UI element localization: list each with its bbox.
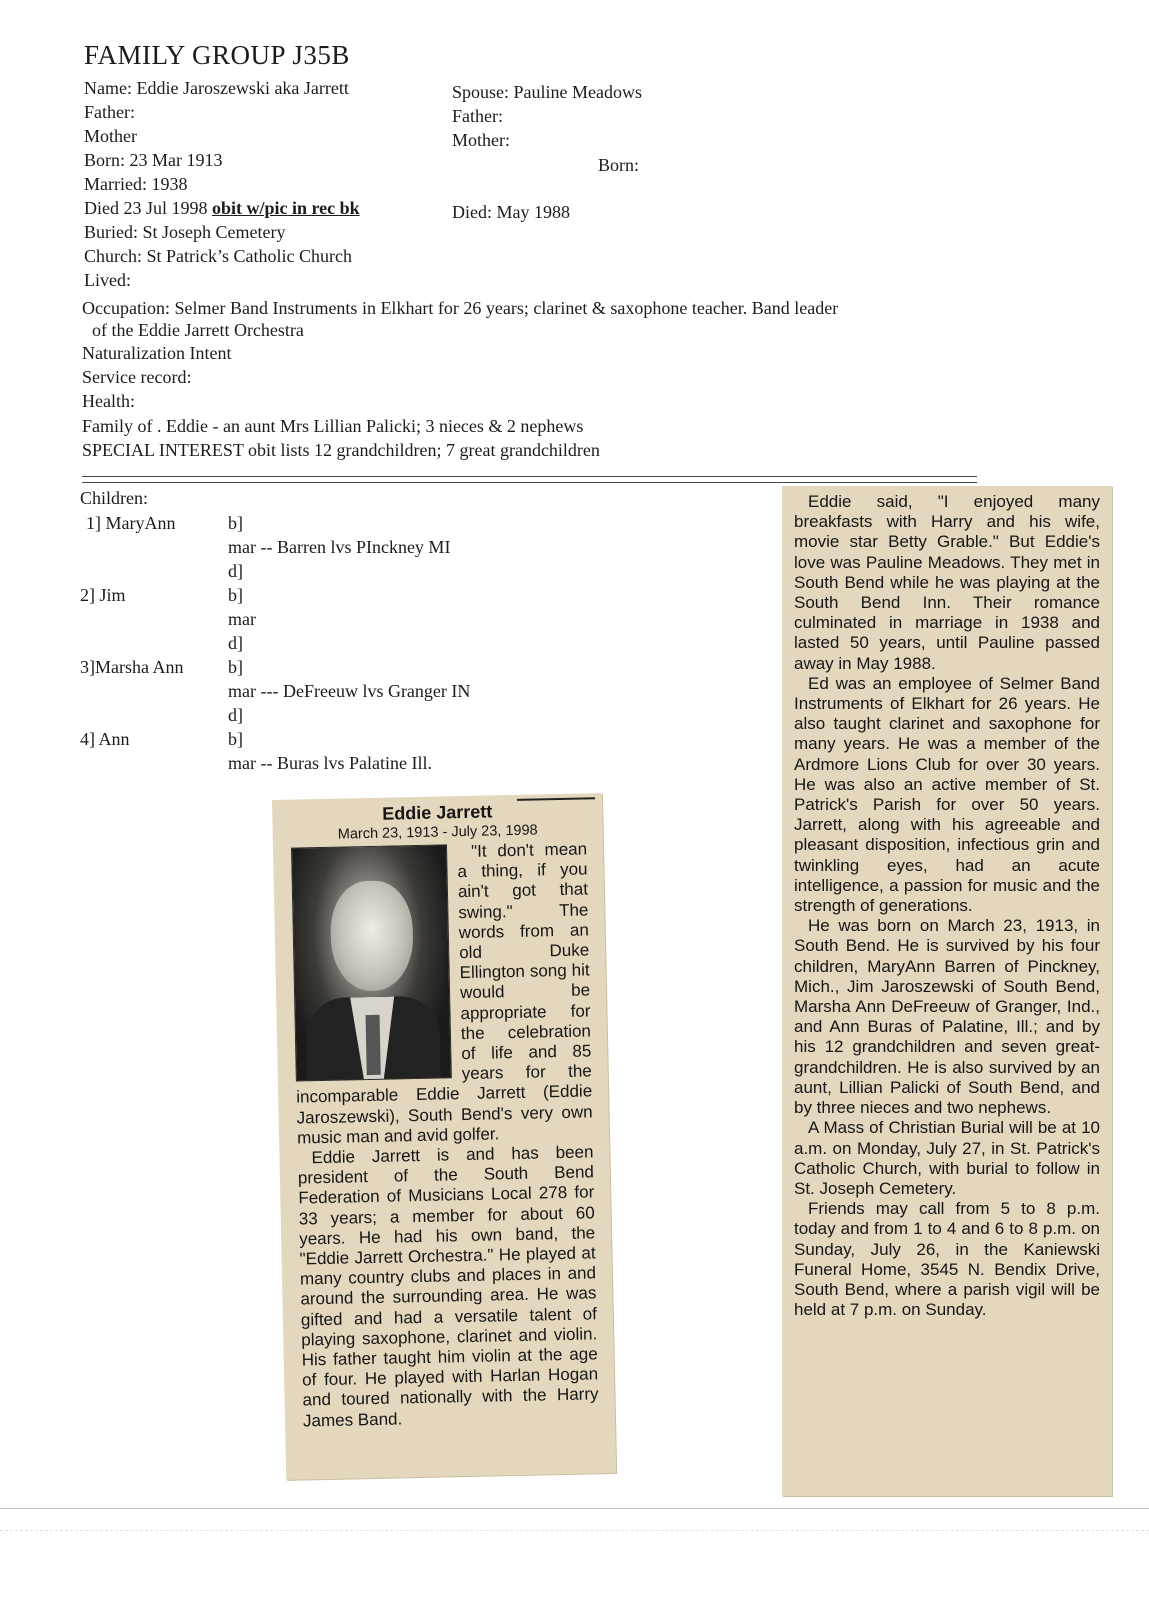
mother-field: Mother (84, 126, 137, 146)
child-name: 1] MaryAnn (86, 513, 176, 533)
child-married: mar -- Buras lvs Palatine Ill. (228, 753, 432, 773)
died-text: Died 23 Jul 1998 (84, 198, 212, 218)
obituary-paragraph: "It don't mean a thing, if you ain't got that swing." The words from an old Duke Ellington song hit would be appropriate for the celebration of life and 85 years for the incomparable Eddie Jarrett (Eddie Jaroszewski), South Bend's very own music man and avid golfer. (296, 839, 593, 1148)
child-name: 3]Marsha Ann (80, 657, 184, 677)
church-field: Church: St Patrick’s Catholic Church (84, 246, 352, 266)
child-died: d] (228, 561, 243, 581)
born-field: Born: 23 Mar 1913 (84, 150, 223, 170)
buried-field: Buried: St Joseph Cemetery (84, 222, 286, 242)
obituary-clipping-right (782, 486, 1112, 1496)
naturalization-field: Naturalization Intent (82, 343, 232, 363)
spouse-father-field: Father: (452, 106, 503, 126)
child-name: 2] Jim (80, 585, 126, 605)
spouse-field: Spouse: Pauline Meadows (452, 82, 642, 102)
child-married: mar -- Barren lvs PInckney MI (228, 537, 451, 557)
child-married: mar --- DeFreeuw lvs Granger IN (228, 681, 471, 701)
obituary-name: Eddie Jarrett (382, 801, 493, 824)
name-field: Name: Eddie Jaroszewski aka Jarrett (84, 78, 349, 98)
child-died: d] (228, 633, 243, 653)
family-of-field: Family of . Eddie - an aunt Mrs Lillian Palicki; 3 nieces & 2 nephews (82, 416, 584, 436)
child-married: mar (228, 609, 256, 629)
father-field: Father: (84, 102, 135, 122)
service-record-field: Service record: (82, 367, 192, 387)
obituary-paragraph: Friends may call from 5 to 8 p.m. today and from 1 to 4 and 6 to 8 p.m. on Sunday, July 26, in the Kaniewski Funeral Home, 3545 N. Bendix Drive, South Bend, where a parish vigil will be held at 7 p.m. on Sunday. (794, 1199, 1100, 1320)
spouse-died-field: Died: May 1988 (452, 202, 570, 222)
obituary-paragraph: Eddie Jarrett is and has been president of the South Bend Federation of Musicians Local 278 for 33 years; a member for about 60 years. He had his own band, the "Eddie Jarrett Orchestra." He played at many country clubs and places in and around the surrounding area. He was gifted and had a versatile talent of playing saxophone, clarinet and violin. His father taught him violin at the age of four. He played with Harlan Hogan and toured nationally with the Harry James Band. (297, 1142, 599, 1431)
divider (82, 476, 977, 483)
obituary-paragraph: He was born on March 23, 1913, in South Bend. He is survived by his four children, MaryAnn Barren of Pinckney, Mich., Jim Jaroszewski of South Bend, Marsha Ann DeFreeuw of Granger, Ind., and Ann Buras of Palatine, Ill.; and by his 12 grandchildren and seven great-grandchildren. He is also survived by an aunt, Lillian Palicki of South Bend, and by three nieces and two nephews. (794, 916, 1100, 1118)
portrait-photo (291, 844, 452, 1081)
special-interest-field: SPECIAL INTEREST obit lists 12 grandchildren; 7 great grandchildren (82, 440, 600, 460)
obituary-clipping-left (272, 793, 616, 1480)
obituary-dates: March 23, 1913 - July 23, 1998 (337, 822, 538, 843)
obituary-paragraph: Eddie said, "I enjoyed many breakfasts with Harry and his wife, movie star Betty Grable." But Eddie's love was Pauline Meadows. They met in South Bend while he was playing at the South Bend Inn. Their romance culminated in marriage in 1938 and lasted 50 years, until Pauline passed away in May 1988. (794, 492, 1100, 673)
page-bottom-edge-shadow (0, 1530, 1149, 1531)
obituary-continued-text (794, 492, 1100, 1320)
obit-link: obit w/pic in rec bk (212, 198, 360, 218)
children-heading: Children: (80, 488, 148, 508)
child-born: b] (228, 513, 243, 533)
married-field: Married: 1938 (84, 174, 188, 194)
spouse-born-field: Born: (598, 155, 640, 175)
spouse-mother-field: Mother: (452, 130, 510, 150)
obituary-paragraph: Ed was an employee of Selmer Band Instruments of Elkhart for 26 years. He also taught clarinet and saxophone for many years. He was a member of the Ardmore Lions Club for over 30 years. He was also an active member of St. Patrick's Parish for over 50 years. Jarrett, along with his agreeable and pleasant disposition, infectious grin and twinkling eyes, had an acute intelligence, a passion for music and the strength of generations. (794, 673, 1100, 916)
child-died: d] (228, 705, 243, 725)
child-born: b] (228, 585, 243, 605)
died-field (84, 196, 360, 220)
child-name: 4] Ann (80, 729, 130, 749)
child-born: b] (228, 729, 243, 749)
page-bottom-edge (0, 1508, 1149, 1509)
obituary-paragraph: A Mass of Christian Burial will be at 10 a.m. on Monday, July 27, in St. Patrick's Catholic Church, with burial to follow in St. Joseph Cemetery. (794, 1118, 1100, 1198)
page-title: FAMILY GROUP J35B (84, 40, 350, 70)
child-born: b] (228, 657, 243, 677)
lived-field: Lived: (84, 270, 131, 290)
occupation-field: Occupation: Selmer Band Instruments in Elkhart for 26 years; clarinet & saxophone teacher. Band leader (82, 298, 839, 318)
obituary-text (291, 839, 599, 1431)
occupation-continued: of the Eddie Jarrett Orchestra (92, 320, 304, 340)
health-field: Health: (82, 391, 135, 411)
